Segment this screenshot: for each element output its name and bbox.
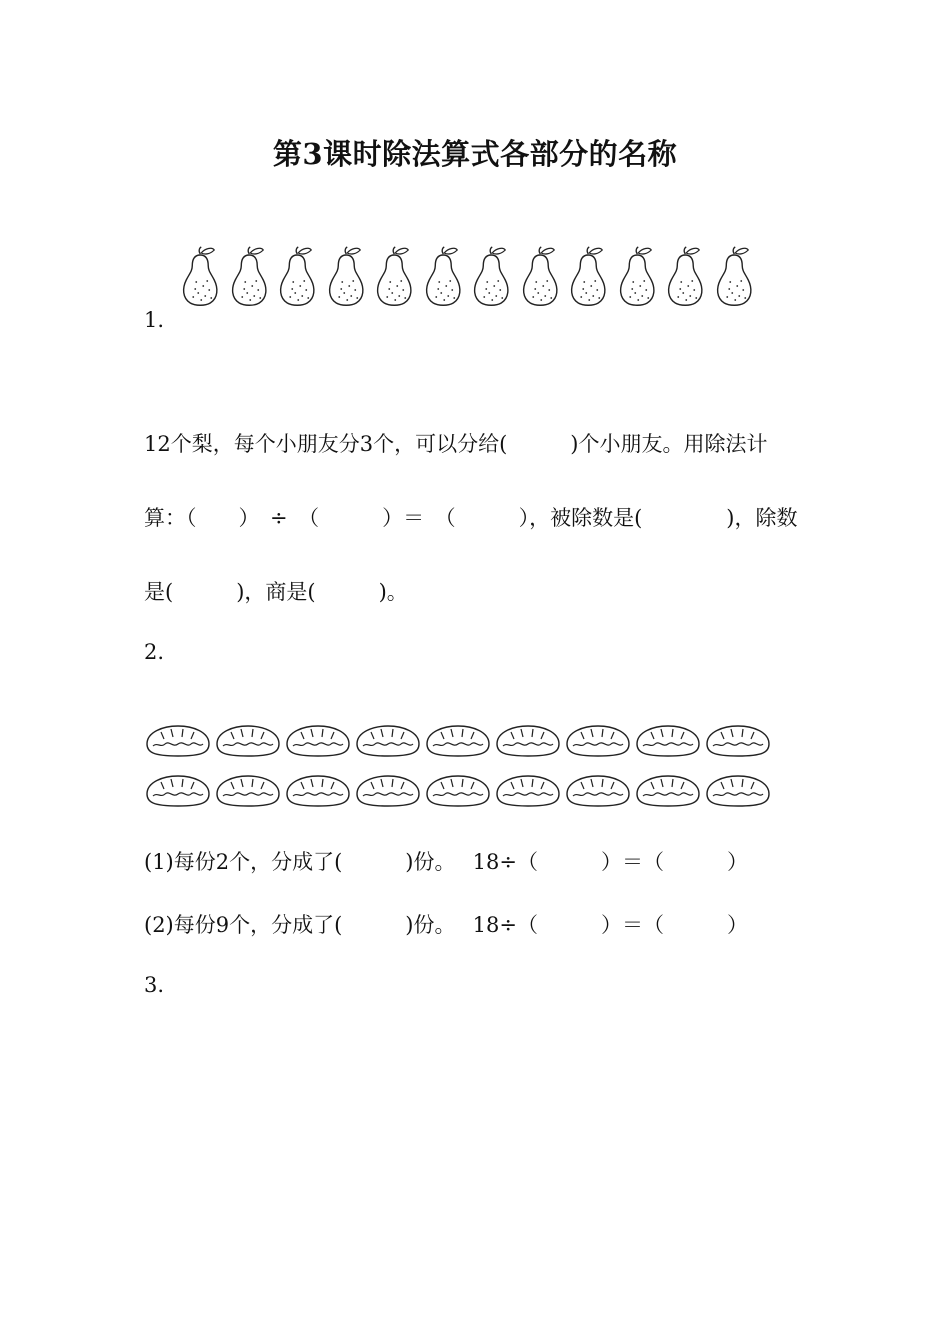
bread-icon: [563, 722, 633, 766]
pear-icon: [225, 246, 274, 312]
pear-icon: [467, 246, 516, 312]
bread-icon: [423, 772, 493, 816]
pear-row: [176, 246, 758, 312]
page-title: 第3课时除法算式各部分的名称: [272, 137, 678, 171]
bread-icon: [633, 722, 703, 766]
question-1-line-1: 12个梨，每个小朋友分3个，可以分给( )个小朋友。用除法计: [144, 432, 768, 456]
bread-icon: [423, 722, 493, 766]
pear-icon: [322, 246, 371, 312]
bread-icon: [213, 722, 283, 766]
bread-icon: [563, 772, 633, 816]
bread-icon: [143, 772, 213, 816]
bread-icon: [213, 772, 283, 816]
pear-icon: [710, 246, 759, 312]
bread-icon: [493, 722, 563, 766]
bread-icon: [703, 722, 773, 766]
question-1-number: 1.: [144, 308, 165, 332]
pear-icon: [273, 246, 322, 312]
question-2-part-1: (1)每份2个，分成了( )份。 18÷（ ）＝（ ）: [144, 850, 748, 874]
pear-icon: [176, 246, 225, 312]
bread-icon: [353, 772, 423, 816]
bread-icon: [703, 772, 773, 816]
bread-icon: [143, 722, 213, 766]
pear-icon: [419, 246, 468, 312]
bread-row-2: [143, 772, 773, 816]
pear-icon: [564, 246, 613, 312]
bread-icon: [353, 722, 423, 766]
pear-icon: [613, 246, 662, 312]
question-1-line-2: 算：（ ） ÷ （ ）＝ （ ），被除数是( )，除数: [144, 506, 798, 530]
pear-icon: [370, 246, 419, 312]
question-1-line-3: 是( )，商是( )。: [144, 580, 408, 604]
bread-icon: [633, 772, 703, 816]
bread-icon: [283, 772, 353, 816]
question-2-part-2: (2)每份9个，分成了( )份。 18÷（ ）＝（ ）: [144, 913, 748, 937]
question-2-number: 2.: [144, 640, 165, 664]
question-3-number: 3.: [144, 973, 165, 997]
pear-icon: [661, 246, 710, 312]
pear-icon: [516, 246, 565, 312]
bread-icon: [493, 772, 563, 816]
bread-row-1: [143, 722, 773, 766]
bread-icon: [283, 722, 353, 766]
